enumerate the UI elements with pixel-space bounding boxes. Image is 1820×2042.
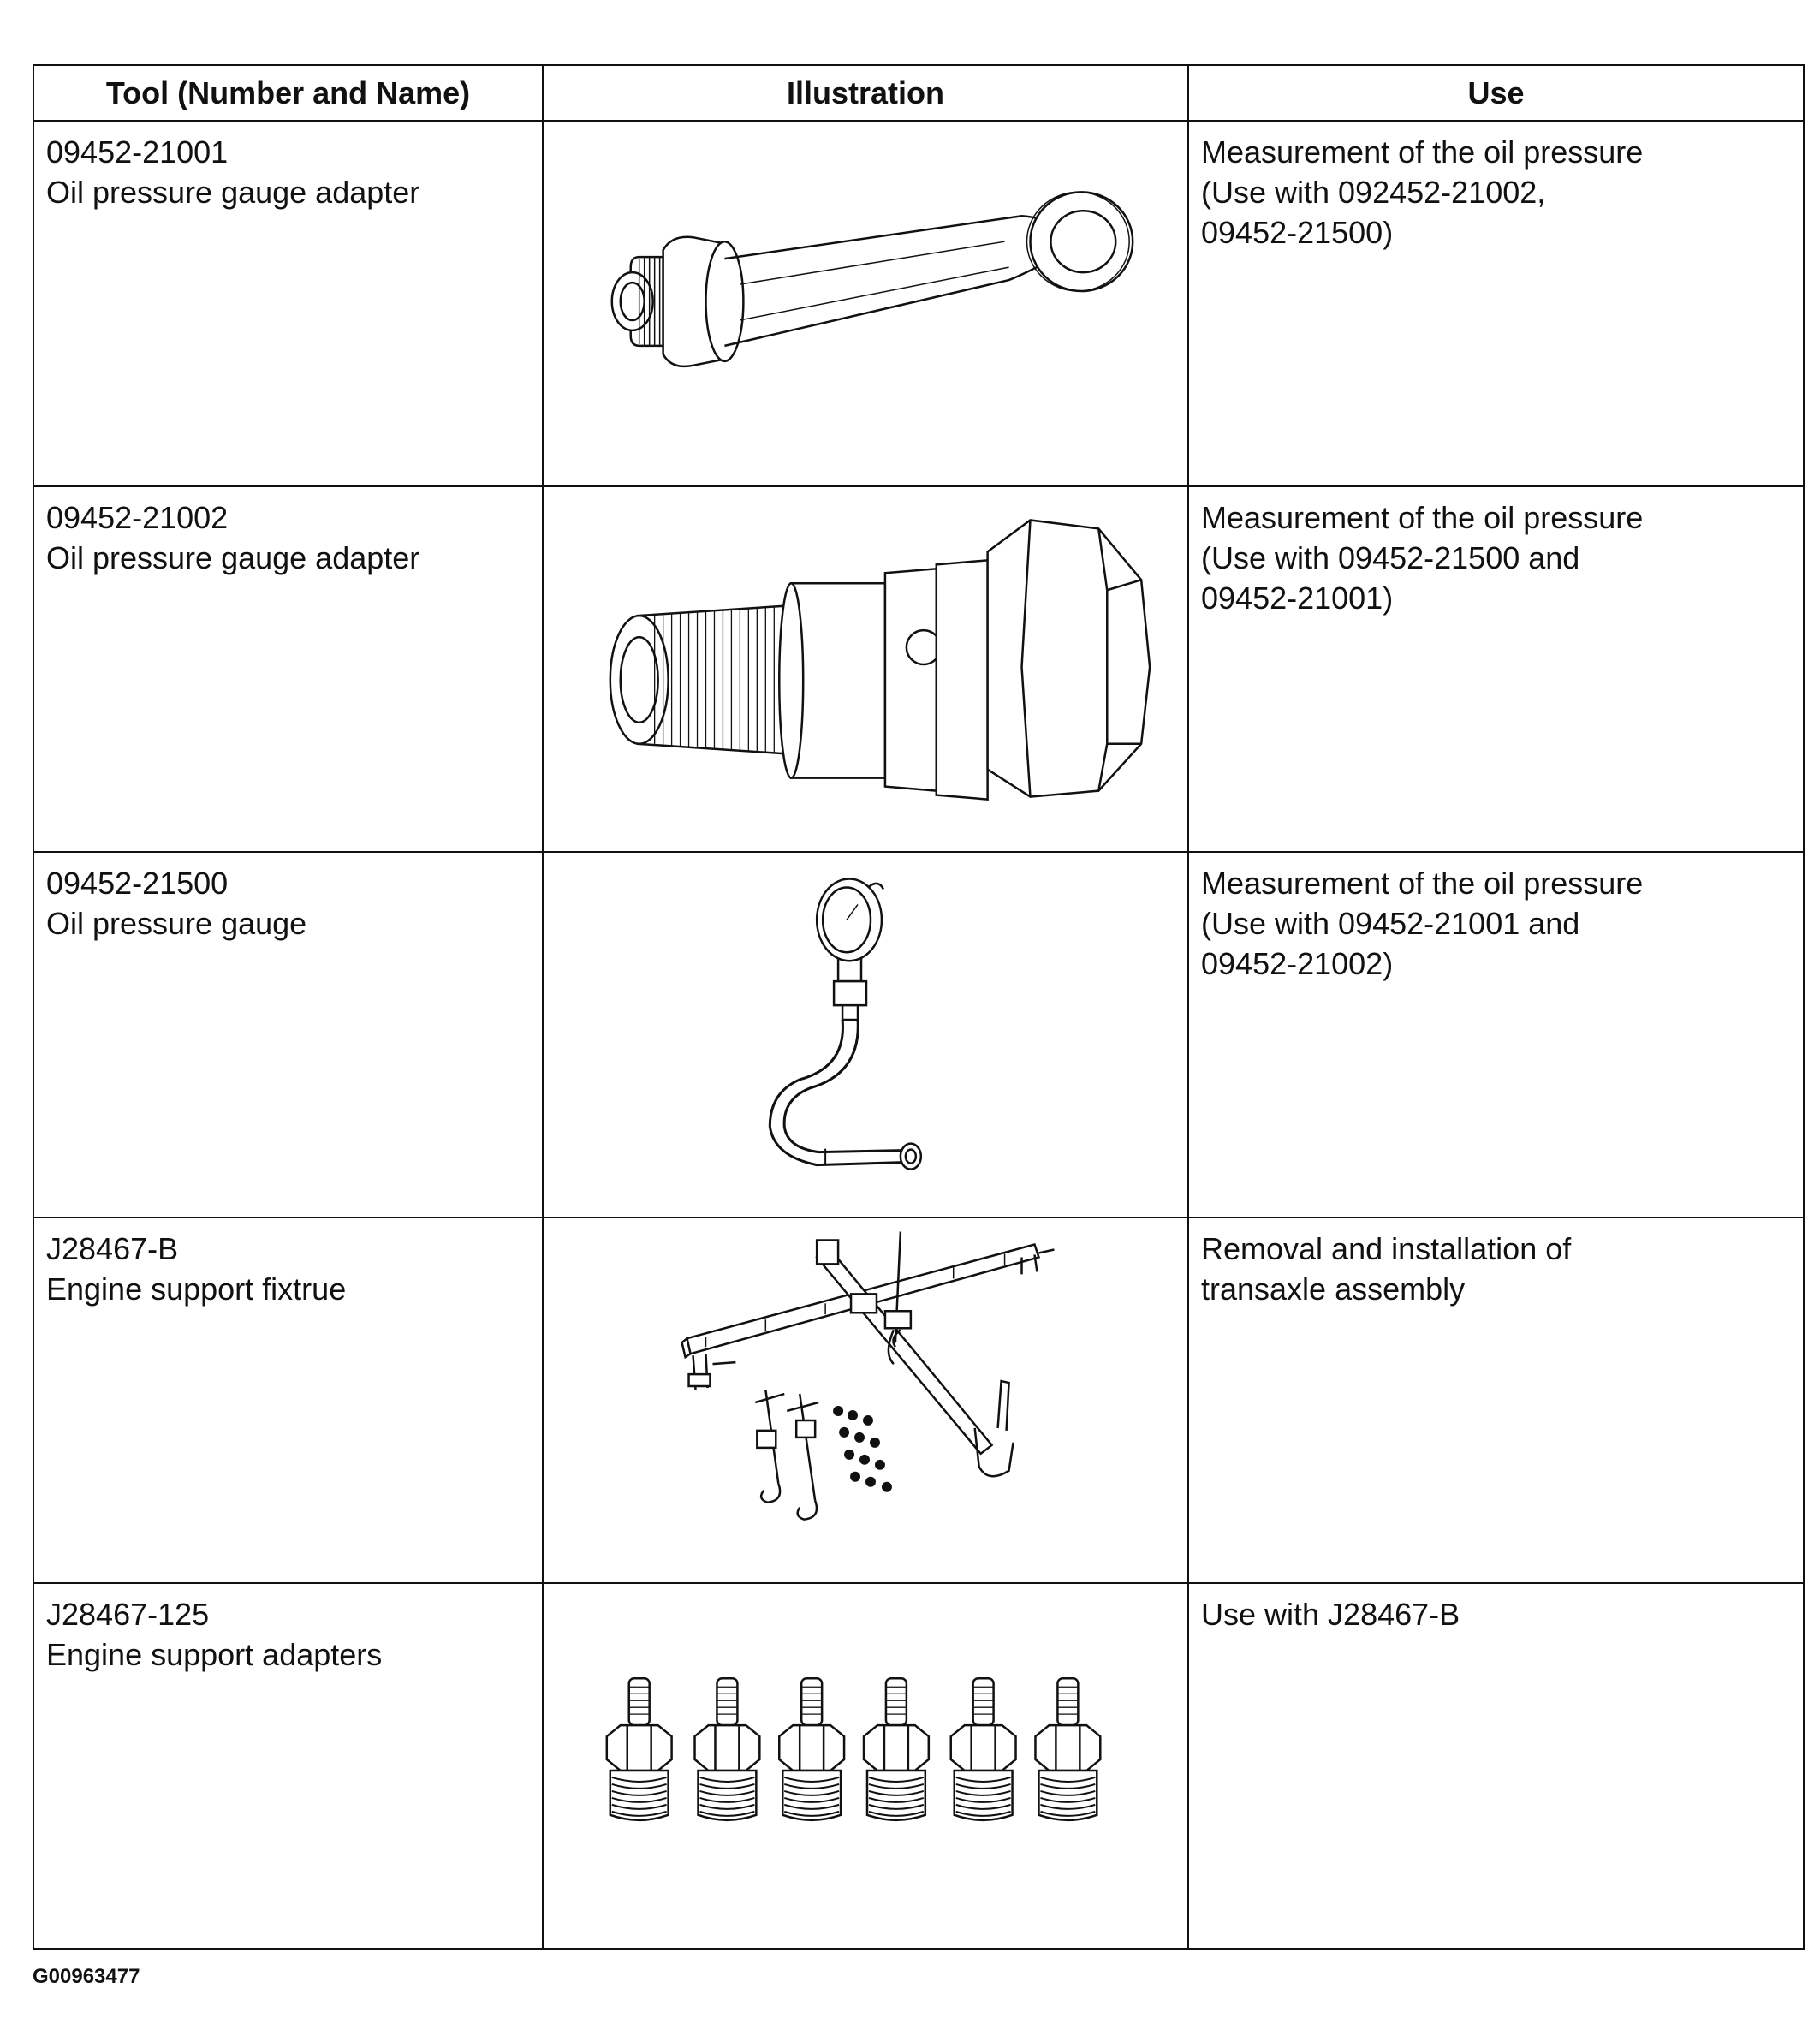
illustration-cell [543, 1217, 1188, 1583]
banjo-bolt-icon [544, 487, 1187, 851]
header-use: Use [1188, 65, 1804, 121]
illustration-cell [543, 1583, 1188, 1949]
table-row [33, 852, 1804, 1217]
tool-cell [33, 121, 543, 486]
engine-support-fixture-icon [544, 1218, 1187, 1582]
tool-cell [33, 486, 543, 852]
use-line: 09452-21002) [1201, 946, 1394, 981]
table-row [33, 121, 1804, 486]
use-cell [1188, 121, 1804, 486]
header-tool: Tool (Number and Name) [33, 65, 543, 121]
tool-name: Oil pressure gauge adapter [46, 540, 420, 575]
tool-number: 09452-21002 [46, 500, 229, 535]
use-line: Use with J28467-B [1201, 1597, 1460, 1632]
tool-number: J28467-B [46, 1231, 179, 1266]
banjo-fitting-adapter-icon [544, 122, 1187, 485]
table-row [33, 486, 1804, 852]
tool-cell [33, 1217, 543, 1583]
use-cell [1188, 486, 1804, 852]
use-line: transaxle assembly [1201, 1271, 1466, 1307]
use-cell [1188, 852, 1804, 1217]
tool-name: Oil pressure gauge adapter [46, 175, 420, 210]
tool-number: 09452-21500 [46, 866, 229, 901]
use-line: (Use with 09452-21001 and [1201, 906, 1580, 941]
table-header-row [33, 65, 1804, 121]
special-tools-table [33, 64, 1805, 1950]
use-line: Removal and installation of [1201, 1231, 1572, 1266]
use-line: Measurement of the oil pressure [1201, 866, 1644, 901]
tool-number: J28467-125 [46, 1597, 210, 1632]
pressure-gauge-icon [544, 853, 1187, 1217]
use-line: (Use with 092452-21002, [1201, 175, 1546, 210]
use-line: Measurement of the oil pressure [1201, 134, 1644, 170]
tool-name: Engine support adapters [46, 1637, 383, 1672]
illustration-cell [543, 121, 1188, 486]
tool-name: Oil pressure gauge [46, 906, 307, 941]
use-cell [1188, 1217, 1804, 1583]
figure-id: G00963477 [33, 1965, 140, 1988]
use-cell [1188, 1583, 1804, 1949]
use-line: Measurement of the oil pressure [1201, 500, 1644, 535]
illustration-cell [543, 852, 1188, 1217]
illustration-cell [543, 486, 1188, 852]
table-row [33, 1217, 1804, 1583]
table-row [33, 1583, 1804, 1949]
use-line: (Use with 09452-21500 and [1201, 540, 1580, 575]
use-line: 09452-21001) [1201, 580, 1394, 616]
header-illustration: Illustration [543, 65, 1188, 121]
tool-number: 09452-21001 [46, 134, 229, 170]
tool-cell [33, 852, 543, 1217]
engine-support-adapters-icon [544, 1584, 1187, 1948]
tool-cell [33, 1583, 543, 1949]
tool-name: Engine support fixtrue [46, 1271, 347, 1307]
use-line: 09452-21500) [1201, 215, 1394, 250]
